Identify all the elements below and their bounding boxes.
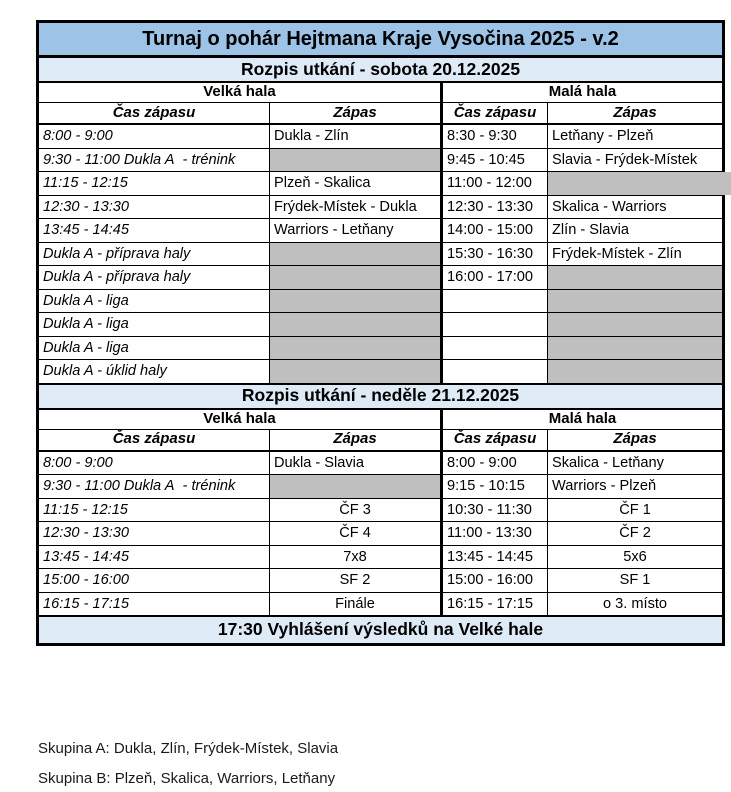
match-cell [270, 336, 442, 360]
schedule-row [38, 336, 724, 360]
hall-header: Velká hala [38, 82, 442, 103]
hall-header-row [38, 82, 724, 103]
schedule-row [38, 148, 724, 172]
time-cell: 8:00 - 9:00 [442, 451, 548, 475]
match-cell [270, 475, 442, 499]
match-cell: Skalica - Letňany [548, 451, 724, 475]
hall-header: Malá hala [442, 82, 724, 103]
match-cell: Dukla - Zlín [270, 124, 442, 148]
time-cell [442, 336, 548, 360]
time-cell: 8:00 - 9:00 [38, 451, 270, 475]
section-header: Rozpis utkání - neděle 21.12.2025 [38, 384, 724, 409]
time-cell: 16:15 - 17:15 [442, 592, 548, 616]
time-cell: 10:30 - 11:30 [442, 498, 548, 522]
time-cell: 11:15 - 12:15 [38, 172, 270, 196]
schedule-row [38, 289, 724, 313]
match-cell: ČF 3 [270, 498, 442, 522]
time-cell: 13:45 - 14:45 [38, 219, 270, 243]
column-header: Čas zápasu [38, 103, 270, 125]
section-row [38, 384, 724, 409]
time-cell: 9:30 - 11:00 Dukla A - trénink [38, 475, 270, 499]
schedule-row [38, 124, 724, 148]
group-a-note: Skupina A: Dukla, Zlín, Frýdek-Místek, Slavia [38, 740, 339, 757]
match-cell [548, 266, 724, 290]
schedule-row [38, 266, 724, 290]
time-cell: Dukla A - liga [38, 336, 270, 360]
hall-header-row [38, 409, 724, 430]
match-cell: SF 2 [270, 569, 442, 593]
section-row [38, 57, 724, 83]
schedule-row [38, 498, 724, 522]
time-cell: 15:00 - 16:00 [442, 569, 548, 593]
match-cell: Skalica - Warriors [548, 195, 724, 219]
match-cell: Frýdek-Místek - Zlín [548, 242, 724, 266]
match-cell: SF 1 [548, 569, 724, 593]
time-cell: Dukla A - příprava haly [38, 242, 270, 266]
schedule-row [38, 219, 724, 243]
section-header: Rozpis utkání - sobota 20.12.2025 [38, 57, 724, 83]
match-cell: Plzeň - Skalica [270, 172, 442, 196]
column-header: Čas zápasu [442, 429, 548, 451]
group-b-note: Skupina B: Plzeň, Skalica, Warriors, Letňany [38, 770, 336, 787]
match-cell [548, 289, 724, 313]
time-cell: 16:00 - 17:00 [442, 266, 548, 290]
time-cell: 14:00 - 15:00 [442, 219, 548, 243]
match-cell: Dukla - Slavia [270, 451, 442, 475]
time-cell: Dukla A - úklid haly [38, 360, 270, 384]
match-cell: Finále [270, 592, 442, 616]
match-cell [270, 289, 442, 313]
schedule-row [38, 451, 724, 475]
schedule-row [38, 360, 724, 384]
match-cell: o 3. místo [548, 592, 724, 616]
time-cell [442, 289, 548, 313]
time-cell: 12:30 - 13:30 [442, 195, 548, 219]
match-cell [270, 266, 442, 290]
time-cell: Dukla A - liga [38, 289, 270, 313]
time-cell [442, 313, 548, 337]
time-cell: 11:00 - 13:30 [442, 522, 548, 546]
match-cell: ČF 2 [548, 522, 724, 546]
time-cell: 8:00 - 9:00 [38, 124, 270, 148]
time-cell: 12:30 - 13:30 [38, 195, 270, 219]
hall-header: Velká hala [38, 409, 442, 430]
schedule-row [38, 242, 724, 266]
column-header: Čas zápasu [442, 103, 548, 125]
schedule-row [38, 569, 724, 593]
time-cell: 15:00 - 16:00 [38, 569, 270, 593]
match-cell [548, 172, 724, 196]
match-cell: Warriors - Plzeň [548, 475, 724, 499]
match-cell: 7x8 [270, 545, 442, 569]
match-cell: Warriors - Letňany [270, 219, 442, 243]
match-cell: Slavia - Frýdek-Místek [548, 148, 724, 172]
match-cell [548, 360, 724, 384]
time-cell: 11:00 - 12:00 [442, 172, 548, 196]
schedule-row [38, 172, 724, 196]
time-cell [442, 360, 548, 384]
hall-header: Malá hala [442, 409, 724, 430]
match-cell [270, 148, 442, 172]
column-header-row [38, 103, 724, 125]
column-header: Zápas [548, 429, 724, 451]
time-cell: 11:15 - 12:15 [38, 498, 270, 522]
match-cell: Frýdek-Místek - Dukla [270, 195, 442, 219]
time-cell: 13:45 - 14:45 [38, 545, 270, 569]
match-cell [270, 313, 442, 337]
column-header: Zápas [270, 103, 442, 125]
announcement-row [38, 616, 724, 645]
title-row [38, 22, 724, 57]
match-cell: 5x6 [548, 545, 724, 569]
time-cell: 9:15 - 10:15 [442, 475, 548, 499]
schedule-row [38, 545, 724, 569]
time-cell: 12:30 - 13:30 [38, 522, 270, 546]
match-cell [270, 242, 442, 266]
column-header: Zápas [270, 429, 442, 451]
schedule-row [38, 522, 724, 546]
match-cell: ČF 1 [548, 498, 724, 522]
time-cell: 9:30 - 11:00 Dukla A - trénink [38, 148, 270, 172]
match-cell [270, 360, 442, 384]
match-cell: ČF 4 [270, 522, 442, 546]
schedule-row [38, 313, 724, 337]
page-title: Turnaj o pohár Hejtmana Kraje Vysočina 2025 - v.2 [38, 22, 724, 57]
column-header: Zápas [548, 103, 724, 125]
match-cell: Zlín - Slavia [548, 219, 724, 243]
time-cell: 16:15 - 17:15 [38, 592, 270, 616]
time-cell: Dukla A - příprava haly [38, 266, 270, 290]
schedule-table [36, 20, 725, 646]
match-cell [548, 313, 724, 337]
schedule-row [38, 475, 724, 499]
column-header: Čas zápasu [38, 429, 270, 451]
time-cell: 13:45 - 14:45 [442, 545, 548, 569]
time-cell: 9:45 - 10:45 [442, 148, 548, 172]
announcement-text: 17:30 Vyhlášení výsledků na Velké hale [38, 616, 724, 645]
time-cell: 15:30 - 16:30 [442, 242, 548, 266]
match-cell: Letňany - Plzeň [548, 124, 724, 148]
schedule-row [38, 592, 724, 616]
time-cell: 8:30 - 9:30 [442, 124, 548, 148]
group-footnotes [38, 739, 338, 792]
time-cell: Dukla A - liga [38, 313, 270, 337]
match-cell [548, 336, 724, 360]
column-header-row [38, 429, 724, 451]
schedule-row [38, 195, 724, 219]
